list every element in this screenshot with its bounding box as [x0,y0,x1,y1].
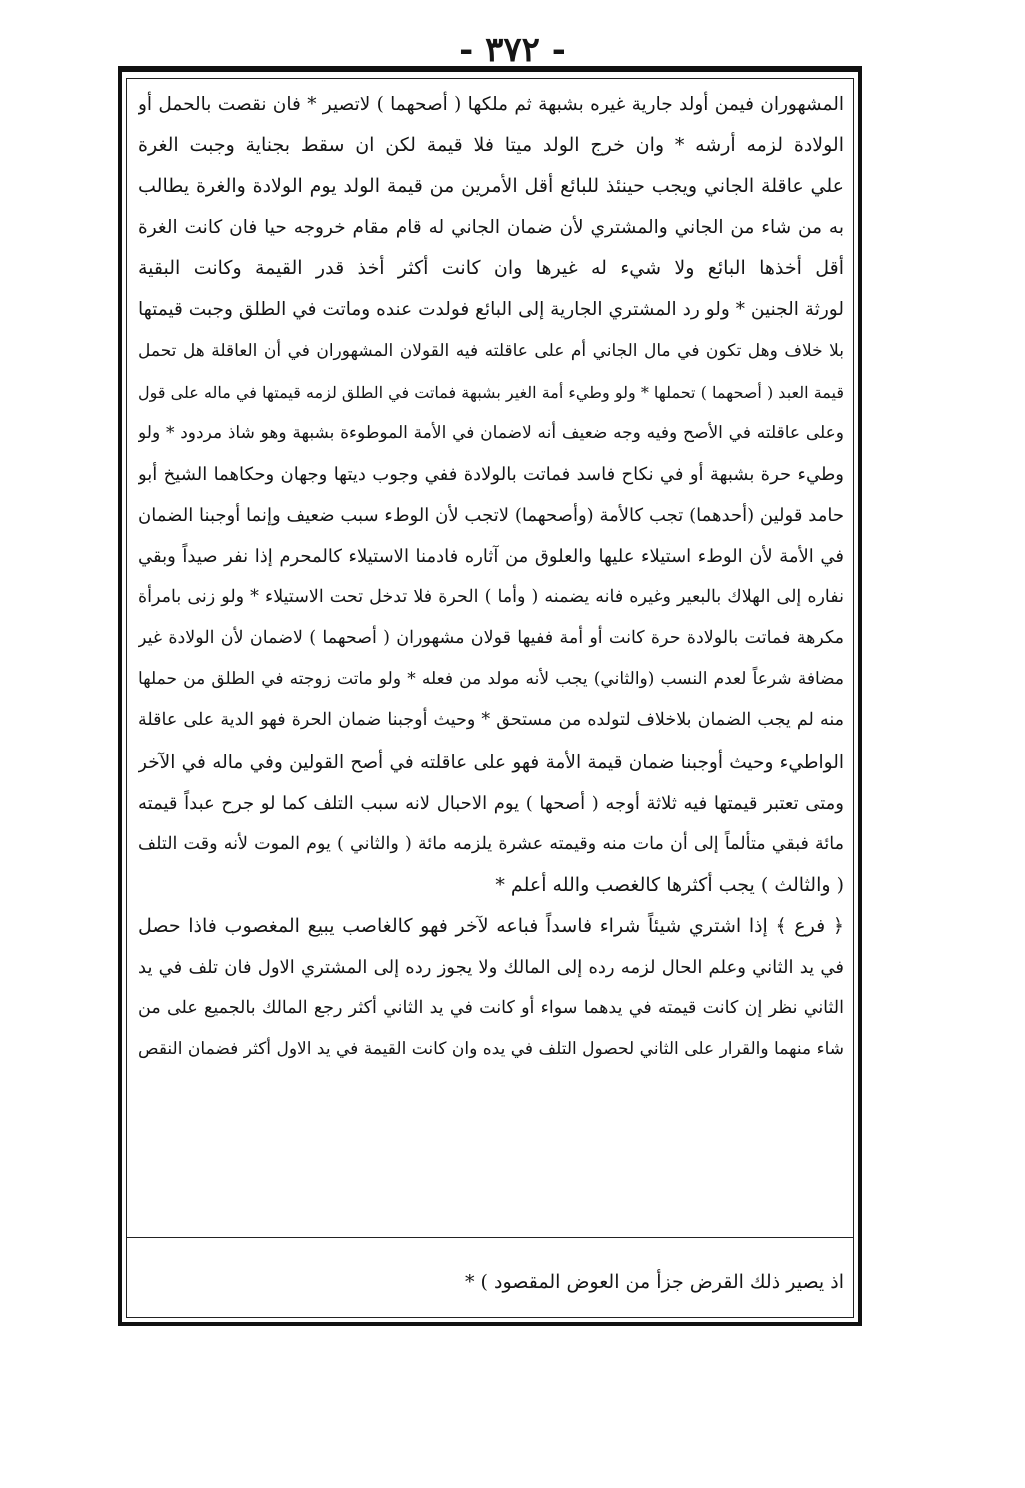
main-text [138,84,844,1070]
text-line: مضافة شرعاً لعدم النسب (والثاني) يجب لأنه مولد من فعله * ولو ماتت زوجته في الطلق من حملها [138,669,844,690]
text-line: مكرهة فماتت بالولادة حرة كانت أو أمة ففيها قولان مشهوران ( أصحهما ) لاضمان لأن الولادة غير [138,628,844,649]
text-line: وطيء حرة بشبهة أو في نكاح فاسد فماتت بالولادة ففي وجوب ديتها وجهان وحكاهما الشيخ أبو [138,463,844,485]
text-line: الواطيء وحيث أوجبنا ضمان قيمة الأمة فهو على عاقلته في أصح القولين وفي ماله في الآخر [138,751,844,773]
text-line: به من شاء من الجاني والمشتري لأن ضمان الجاني له قام مقام خروجه حيا فان كانت الغرة [138,217,844,239]
text-line: شاء منهما والقرار على الثاني لحصول التلف في يده وان كانت القيمة في يد الاول أكثر فضمان النقص [138,1039,844,1060]
text-line: ﴿ فرع ﴾ إذا اشتري شيئاً شراء فاسداً فباعه لآخر فهو كالغاصب يبيع المغصوب فاذا حصل [138,914,844,937]
text-line: مائة فبقي متألماً إلى أن مات منه وقيمته عشرة يلزمه مائة ( والثاني ) يوم الموت لأنه وقت التلف [138,833,844,854]
text-line: علي عاقلة الجاني ويجب حينئذ للبائع أقل الأمرين من قيمة الولد يوم الولادة والغرة يطالب [138,175,844,198]
text-line: في الأمة لأن الوطء استيلاء عليها والعلوق من آثاره فادمنا الاستيلاء كالمحرم إذا نفر صيداً وبقي [138,546,844,568]
text-line: الثاني نظر إن كانت قيمته في يدهما سواء أو كانت في يد الثاني أكثر رجع المالك بالجميع على من [138,998,844,1019]
text-line: لورثة الجنين * ولو رد المشتري الجارية إلى البائع فولدت عنده وماتت في الطلق وجبت قيمتها [138,299,844,321]
text-line: قيمة العبد ( أصحهما ) تحملها * ولو وطيء أمة الغير بشبهة فماتت في الطلق لزمه قيمتها في ماله على قول [138,382,844,402]
text-line: في يد الثاني وعلم الحال لزمه رده إلى المالك ولا يجوز رده إلى المشتري الاول فان تلف في يد [138,956,844,978]
text-line: المشهوران فيمن أولد جارية غيره بشبهة ثم ملكها ( أصحهما ) لاتصير * فان نقصت بالحمل أو [138,94,844,115]
footnote-divider [126,1237,854,1238]
text-line: ومتى تعتبر قيمتها فيه ثلاثة أوجه ( أصحها ) يوم الاحبال لانه سبب التلف كما لو جرح عبداً قيمته [138,792,844,814]
text-line: الولادة لزمه أرشه * وان خرج الولد ميتا فلا قيمة لكن ان سقط بجناية وجبت الغرة [138,134,844,157]
text-line: وعلى عاقلته في الأصح وفيه وجه ضعيف أنه لاضمان في الأمة الموطوءة بشبهة وهو شاذ مردود * ولو [138,422,844,443]
text-line: ( والثالث ) يجب أكثرها كالغصب والله أعلم * [495,873,844,896]
page-number: - ٣٧٢ - [459,30,566,70]
text-line: منه لم يجب الضمان بلاخلاف لتولده من مستحق * وحيث أوجبنا ضمان الحرة فهو الدية على عاقلة [138,710,844,731]
text-line: نفاره إلى الهلاك بالبعير وغيره فانه يضمنه ( وأما ) الحرة فلا تدخل تحت الاستيلاء * ولو زنى بامرأة [138,587,844,608]
text-line: حامد قولين (أحدهما) تجب كالأمة (وأصحهما) لاتجب لأن الوطء سبب ضعيف وإنما أوجبنا الضمان [138,504,844,526]
text-line: أقل أخذها البائع ولا شيء له غيرها وان كانت أكثر أخذ قدر القيمة وكانت البقية [138,257,844,280]
footnote-text: اذ يصير ذلك القرض جزأ من العوض المقصود ) * [465,1271,844,1293]
text-line: بلا خلاف وهل تكون في مال الجاني أم على عاقلته فيه القولان المشهوران في أن العاقلة هل تحمل [138,340,844,361]
